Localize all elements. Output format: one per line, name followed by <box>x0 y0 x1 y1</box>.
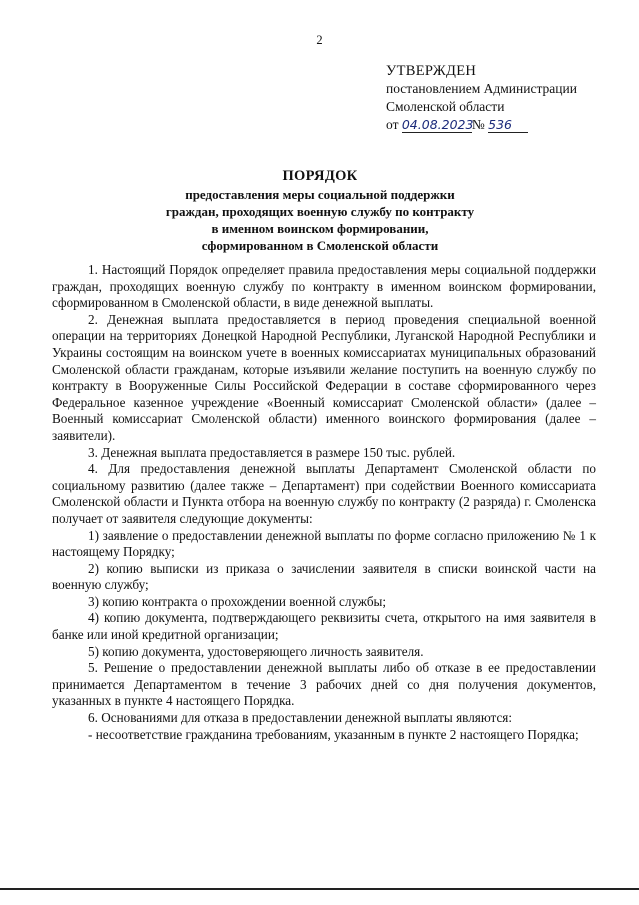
list-item-5: 5) копию документа, удостоверяющего личность заявителя. <box>88 643 424 659</box>
list-item-4: 4) копию документа, подтверждающего реквизиты счета, открытого на имя заявителя в банке или иной кредитной организации; <box>52 610 596 643</box>
paragraph-3: 3. Денежная выплата предоставляется в размере 150 тыс. рублей. <box>88 444 456 460</box>
paragraph-4: 4. Для предоставления денежной выплаты Департамент Смоленской области по социальному развитию (далее также – Департамент) при содействии Военного комиссариата Смоленской области и Пункта отбора на военную службу по контракту (2 разряда) г. Смоленска получает от заявителя следующие документы: <box>52 461 596 526</box>
from-prefix: от <box>386 117 399 132</box>
page-number: 2 <box>316 33 323 47</box>
approval-stamp-block <box>386 62 636 134</box>
approval-date-number-line <box>386 116 636 134</box>
list-item-2: 2) копию выписки из приказа о зачислении заявителя в списки воинской части на военную службу; <box>52 560 596 593</box>
paragraph-1: 1. Настоящий Порядок определяет правила предоставления меры социальной поддержки граждан, проходящих военную службу по контракту в именном воинском формировании, сформированном в Смоленской области, в виде денежной выплаты. <box>52 262 596 311</box>
document-title: ПОРЯДОК <box>282 168 358 184</box>
subtitle-line-4: сформированном в Смоленской области <box>201 238 439 253</box>
number-sign: № <box>471 117 485 132</box>
paragraph-6-bullet: - несоответствие гражданина требованиям, указанным в пункте 2 настоящего Порядка; <box>88 726 579 742</box>
paragraph-6: 6. Основаниями для отказа в предоставлении денежной выплаты являются: <box>88 710 513 726</box>
handwritten-number: 536 <box>488 117 528 133</box>
subtitle-line-2: граждан, проходящих военную службу по контракту <box>165 204 475 219</box>
subtitle-line-1: предоставления меры социальной поддержки <box>185 187 455 202</box>
scan-edge-line <box>0 888 639 890</box>
handwritten-date: 04.08.2023 <box>401 117 474 132</box>
list-item-1: 1) заявление о предоставлении денежной выплаты по форме согласно приложению № 1 к настоящему Порядку; <box>52 527 596 560</box>
approval-line-2: Смоленской области <box>386 99 505 114</box>
document-body <box>52 262 596 743</box>
paragraph-2: 2. Денежная выплата предоставляется в период проведения специальной военной операции на территориях Донецкой Народной Республики, Луганской Народной Республики и Украины состоящим на воинском учете в военных комиссариатах муниципальных образований Смоленской области гражданам, которые изъявили желание поступить на военную службу по контракту в Вооруженные Силы Российской Федерации в составе сформированного через Федеральное казенное учреждение «Военный комиссариат Смоленской области» (далее – Военный комиссариат Смоленской области) именного воинского формирования (далее – заявители). <box>52 311 596 443</box>
paragraph-5: 5. Решение о предоставлении денежной выплаты либо об отказе в ее предоставлении принимается Департаментом в течение 3 рабочих дней со дня получения документов, указанных в пункте 4 настоящего Порядка. <box>52 660 596 709</box>
subtitle-line-3: в именном воинском формировании, <box>211 221 429 236</box>
document-title-block <box>120 166 520 254</box>
approval-heading: УТВЕРЖДЕН <box>386 63 477 79</box>
approval-line-1: постановлением Администрации <box>386 81 577 96</box>
list-item-3: 3) копию контракта о прохождении военной службы; <box>88 593 387 609</box>
